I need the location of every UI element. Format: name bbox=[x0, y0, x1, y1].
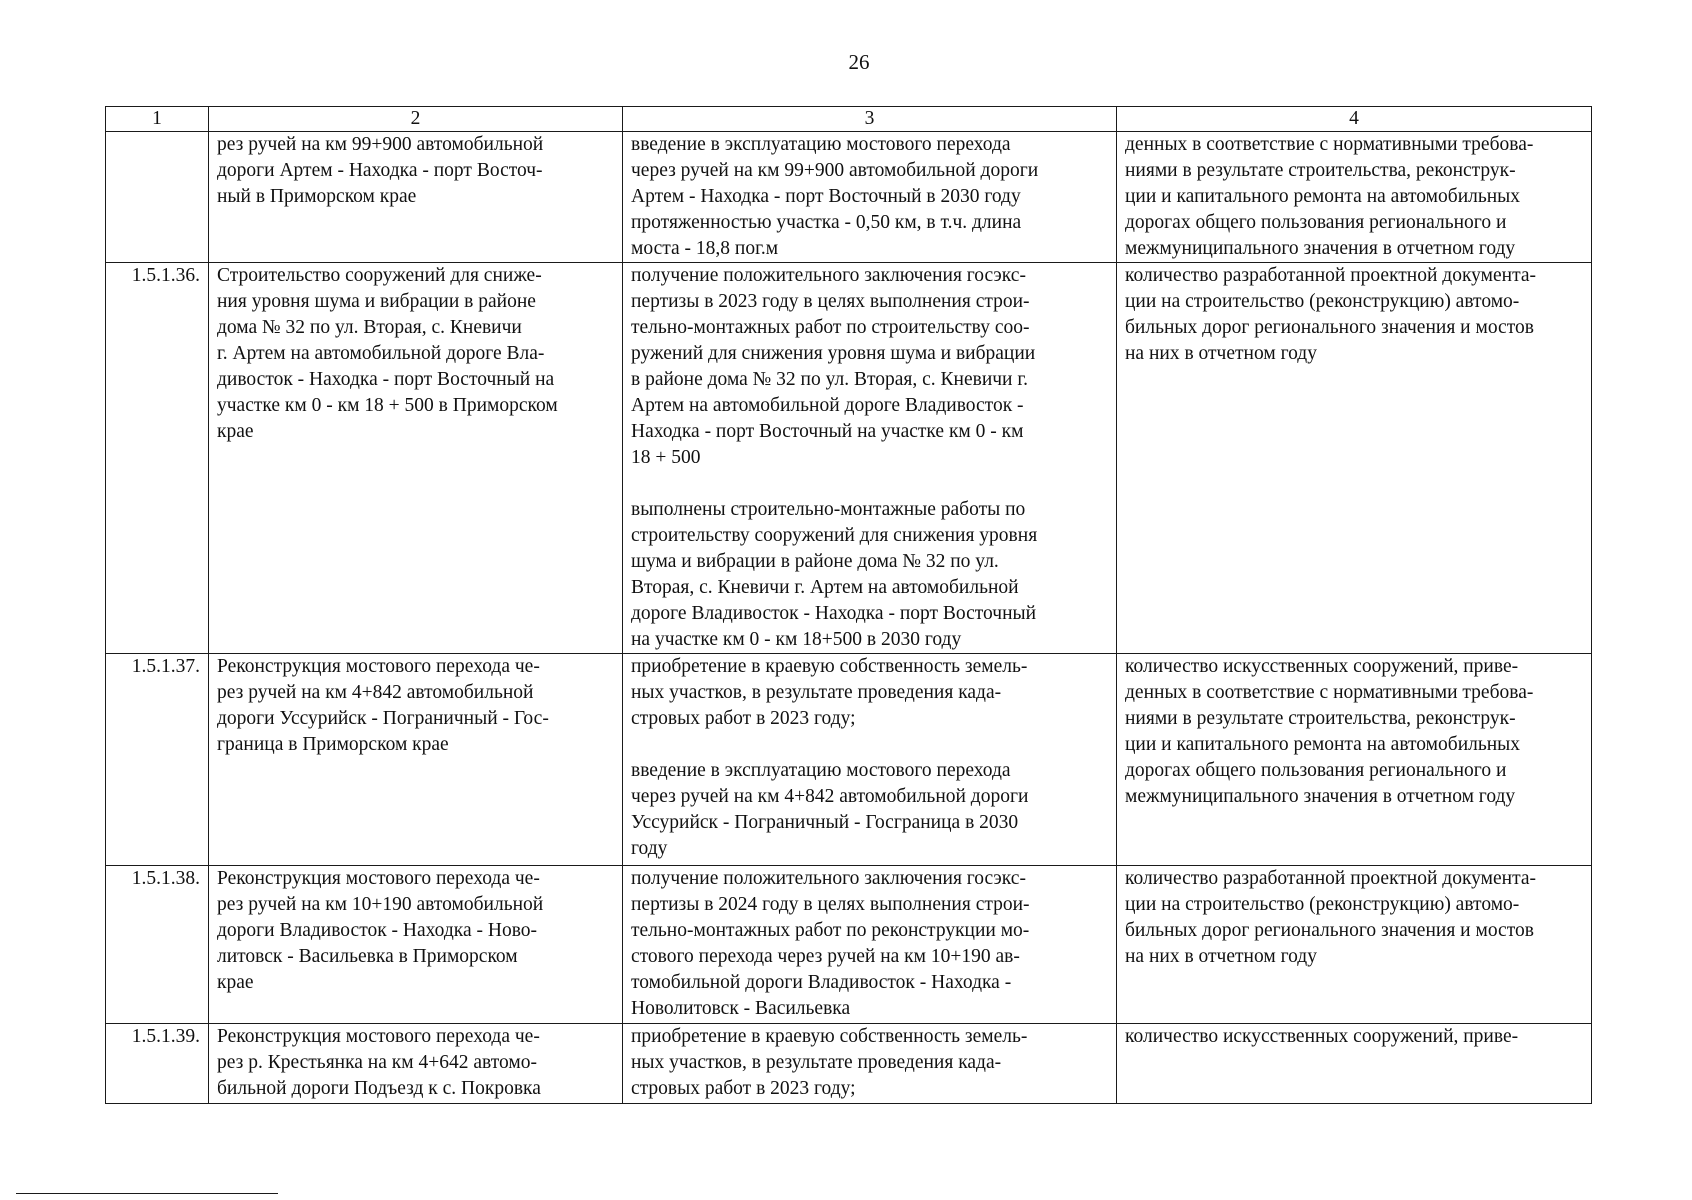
column-number-1: 1 bbox=[106, 107, 209, 132]
expected-results-cell bbox=[623, 263, 1117, 654]
expected-result: введение в эксплуатацию мостового перехода через ручей на км 99+900 автомобильной дороги Артем - Находка - порт Восточный в 2030 году протяженностью участка - 0,50 км, в т.ч. длина моста - 18,8 пог.м bbox=[631, 134, 1039, 259]
indicator-text: количество разработанной проектной документа- ции на строительство (реконструкцию) автомо- бильных дорог регионального значения и мостов на них в отчетном году bbox=[1125, 265, 1537, 364]
column-number-4: 4 bbox=[1117, 107, 1592, 132]
measure-name-cell bbox=[209, 866, 623, 1024]
indicator-cell bbox=[1117, 1024, 1592, 1104]
indicator-text: количество искусственных сооружений, приве- bbox=[1125, 1026, 1519, 1047]
expected-result: приобретение в краевую собственность земель- ных участков, в результате проведения када- стровых работ в 2023 году; bbox=[631, 656, 1028, 729]
measure-name-cell bbox=[209, 654, 623, 866]
row-number: 1.5.1.36. bbox=[106, 263, 209, 654]
expected-results-cell bbox=[623, 866, 1117, 1024]
expected-result: приобретение в краевую собственность земель- ных участков, в результате проведения када- стровых работ в 2023 году; bbox=[631, 1026, 1028, 1099]
indicator-cell bbox=[1117, 263, 1592, 654]
page-number: 26 bbox=[848, 50, 870, 74]
column-number-3: 3 bbox=[623, 107, 1117, 132]
table-row bbox=[106, 1024, 1592, 1104]
measure-name: Реконструкция мостового перехода че- рез р. Крестьянка на км 4+642 автомо- бильной дороги Подъезд к с. Покровка bbox=[217, 1026, 541, 1099]
column-number-2: 2 bbox=[209, 107, 623, 132]
expected-result: получение положительного заключения госэкс- пертизы в 2024 году в целях выполнения строи- тельно-монтажных работ по реконструкции мо- стового перехода через ручей на км 10+190 ав- томобильной дороги Владивосток - Находка - Новолитовск - Васильевка bbox=[631, 868, 1030, 1019]
table-row bbox=[106, 263, 1592, 654]
measure-name: Реконструкция мостового перехода че- рез ручей на км 4+842 автомобильной дороги Уссурийск - Пограничный - Гос- граница в Приморском крае bbox=[217, 656, 549, 755]
measures-table bbox=[105, 106, 1592, 1104]
row-number: 1.5.1.39. bbox=[106, 1024, 209, 1104]
measure-name: Строительство сооружений для сниже- ния уровня шума и вибрации в районе дома № 32 по ул. Вторая, с. Кневичи г. Артем на автомобильной дороге Вла- дивосток - Находка - порт Восточный на участке км 0 - км 18 + 500 в Приморском крае bbox=[217, 265, 558, 442]
row-number bbox=[106, 132, 209, 263]
indicator-cell bbox=[1117, 866, 1592, 1024]
row-number: 1.5.1.37. bbox=[106, 654, 209, 866]
indicator-text: количество разработанной проектной документа- ции на строительство (реконструкцию) автомо- бильных дорог регионального значения и мостов на них в отчетном году bbox=[1125, 868, 1537, 967]
expected-results-cell bbox=[623, 132, 1117, 263]
table-header-row bbox=[106, 107, 1592, 132]
measure-name-cell bbox=[209, 1024, 623, 1104]
expected-result: выполнены строительно-монтажные работы по строительству сооружений для снижения уровня шума и вибрации в районе дома № 32 по ул. Вторая, с. Кневичи г. Артем на автомобильной дороге Владивосток - Находка - порт Восточный на участке км 0 - км 18+500 в 2030 году bbox=[631, 499, 1038, 650]
measure-name: рез ручей на км 99+900 автомобильной дороги Артем - Находка - порт Восточ- ный в Приморском крае bbox=[217, 134, 544, 207]
measure-name-cell bbox=[209, 263, 623, 654]
expected-results-cell bbox=[623, 654, 1117, 866]
table-row bbox=[106, 132, 1592, 263]
table-row bbox=[106, 654, 1592, 866]
expected-result: введение в эксплуатацию мостового перехода через ручей на км 4+842 автомобильной дороги Уссурийск - Пограничный - Госграница в 2030 году bbox=[631, 760, 1029, 859]
indicator-cell bbox=[1117, 654, 1592, 866]
footnote-divider bbox=[16, 1193, 278, 1194]
indicator-text: денных в соответствие с нормативными требова- ниями в результате строительства, реконструк- ции и капитального ремонта на автомобильных дорогах общего пользования регионального и межмуниципального значения в отчетном году bbox=[1125, 134, 1534, 259]
measure-name-cell bbox=[209, 132, 623, 263]
expected-results-cell bbox=[623, 1024, 1117, 1104]
indicator-text: количество искусственных сооружений, приве- денных в соответствие с нормативными требова- ниями в результате строительства, реконструк- ции и капитального ремонта на автомобильных дорогах общего пользования регионального и межмуниципального значения в отчетном году bbox=[1125, 656, 1534, 807]
expected-result: получение положительного заключения госэкс- пертизы в 2023 году в целях выполнения строи- тельно-монтажных работ по строительству соо- ружений для снижения уровня шума и вибрации в районе дома № 32 по ул. Вторая, с. Кневичи г. Артем на автомобильной дороге Владивосток - Находка - порт Восточный на участке км 0 - км 18 + 500 bbox=[631, 265, 1036, 468]
indicator-cell bbox=[1117, 132, 1592, 263]
table-row bbox=[106, 866, 1592, 1024]
measure-name: Реконструкция мостового перехода че- рез ручей на км 10+190 автомобильной дороги Владивосток - Находка - Ново- литовск - Васильевка в Приморском крае bbox=[217, 868, 544, 993]
row-number: 1.5.1.38. bbox=[106, 866, 209, 1024]
